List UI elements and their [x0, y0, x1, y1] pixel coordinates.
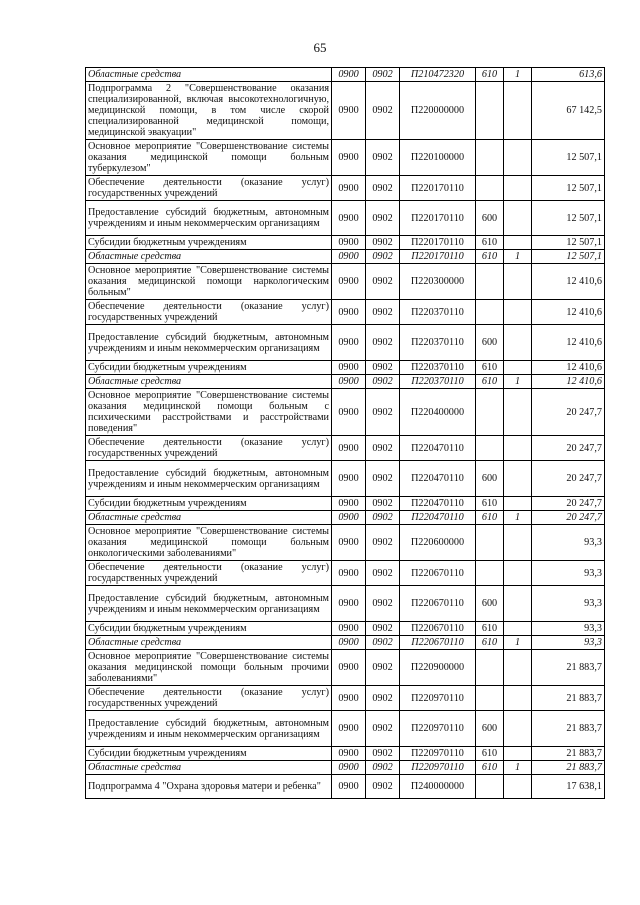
funding-source-code-cell — [504, 140, 532, 176]
row-name-cell: Предоставление субсидий бюджетным, автономным учреждениям и иным некоммерческим организациям — [86, 711, 332, 747]
table-row — [86, 686, 605, 711]
row-name-cell: Обеспечение деятельности (оказание услуг) государственных учреждений — [86, 300, 332, 325]
row-name-cell: Субсидии бюджетным учреждениям — [86, 361, 332, 375]
amount-cell: 20 247,7 — [532, 436, 605, 461]
section-code-cell: 0900 — [332, 82, 366, 140]
table-row — [86, 140, 605, 176]
table-row — [86, 761, 605, 775]
section-code-cell: 0900 — [332, 586, 366, 622]
row-name-cell: Основное мероприятие "Совершенствование системы оказания медицинской помощи наркологическим больным" — [86, 264, 332, 300]
expense-type-code-cell: 610 — [476, 68, 504, 82]
funding-source-code-cell — [504, 622, 532, 636]
funding-source-code-cell: 1 — [504, 511, 532, 525]
section-code-cell: 0900 — [332, 300, 366, 325]
expense-type-code-cell: 600 — [476, 711, 504, 747]
subsection-code-cell: 0902 — [366, 68, 400, 82]
expense-type-code-cell: 610 — [476, 761, 504, 775]
section-code-cell: 0900 — [332, 561, 366, 586]
table-row — [86, 176, 605, 201]
amount-cell: 20 247,7 — [532, 389, 605, 436]
section-code-cell: 0900 — [332, 761, 366, 775]
expense-type-code-cell: 610 — [476, 497, 504, 511]
section-code-cell: 0900 — [332, 622, 366, 636]
funding-source-code-cell — [504, 436, 532, 461]
subsection-code-cell: 0902 — [366, 264, 400, 300]
section-code-cell: 0900 — [332, 236, 366, 250]
row-name-cell: Обеспечение деятельности (оказание услуг) государственных учреждений — [86, 686, 332, 711]
amount-cell: 12 410,6 — [532, 375, 605, 389]
subsection-code-cell: 0902 — [366, 436, 400, 461]
table-row — [86, 375, 605, 389]
table-row — [86, 264, 605, 300]
subsection-code-cell: 0902 — [366, 650, 400, 686]
section-code-cell: 0900 — [332, 68, 366, 82]
section-code-cell: 0900 — [332, 747, 366, 761]
amount-cell: 12 507,1 — [532, 250, 605, 264]
row-name-cell: Основное мероприятие "Совершенствование системы оказания медицинской помощи больным прочими заболеваниями" — [86, 650, 332, 686]
target-article-code-cell: П220170110 — [400, 236, 476, 250]
expense-type-code-cell: 600 — [476, 325, 504, 361]
table-row — [86, 747, 605, 761]
subsection-code-cell: 0902 — [366, 82, 400, 140]
amount-cell: 21 883,7 — [532, 711, 605, 747]
row-name-cell: Предоставление субсидий бюджетным, автономным учреждениям и иным некоммерческим организациям — [86, 461, 332, 497]
subsection-code-cell: 0902 — [366, 236, 400, 250]
section-code-cell: 0900 — [332, 250, 366, 264]
amount-cell: 20 247,7 — [532, 497, 605, 511]
expense-type-code-cell: 600 — [476, 586, 504, 622]
budget-table — [85, 67, 605, 799]
table-row — [86, 622, 605, 636]
target-article-code-cell: П220470110 — [400, 461, 476, 497]
amount-cell: 12 410,6 — [532, 361, 605, 375]
row-name-cell: Подпрограмма 2 "Совершенствование оказания специализированной, включая высокотехнологичную, медицинской помощи, в том числе скорой специализированной медицинской помощи, медицинской эвакуации" — [86, 82, 332, 140]
subsection-code-cell: 0902 — [366, 375, 400, 389]
funding-source-code-cell — [504, 747, 532, 761]
expense-type-code-cell — [476, 561, 504, 586]
section-code-cell: 0900 — [332, 140, 366, 176]
target-article-code-cell: П220970110 — [400, 711, 476, 747]
expense-type-code-cell — [476, 686, 504, 711]
row-name-cell: Обеспечение деятельности (оказание услуг) государственных учреждений — [86, 436, 332, 461]
amount-cell: 17 638,1 — [532, 775, 605, 799]
amount-cell: 12 410,6 — [532, 325, 605, 361]
subsection-code-cell: 0902 — [366, 586, 400, 622]
funding-source-code-cell — [504, 775, 532, 799]
row-name-cell: Субсидии бюджетным учреждениям — [86, 497, 332, 511]
row-name-cell: Обеспечение деятельности (оказание услуг) государственных учреждений — [86, 561, 332, 586]
expense-type-code-cell — [476, 140, 504, 176]
row-name-cell: Областные средства — [86, 250, 332, 264]
target-article-code-cell: П220170110 — [400, 176, 476, 201]
section-code-cell: 0900 — [332, 264, 366, 300]
expense-type-code-cell: 610 — [476, 250, 504, 264]
target-article-code-cell: П220670110 — [400, 622, 476, 636]
target-article-code-cell: П220370110 — [400, 300, 476, 325]
funding-source-code-cell: 1 — [504, 636, 532, 650]
expense-type-code-cell: 610 — [476, 636, 504, 650]
table-row — [86, 389, 605, 436]
funding-source-code-cell — [504, 82, 532, 140]
expense-type-code-cell: 600 — [476, 461, 504, 497]
amount-cell: 21 883,7 — [532, 650, 605, 686]
subsection-code-cell: 0902 — [366, 497, 400, 511]
funding-source-code-cell — [504, 711, 532, 747]
section-code-cell: 0900 — [332, 361, 366, 375]
expense-type-code-cell — [476, 300, 504, 325]
target-article-code-cell: П220000000 — [400, 82, 476, 140]
subsection-code-cell: 0902 — [366, 636, 400, 650]
target-article-code-cell: П220170110 — [400, 250, 476, 264]
target-article-code-cell: П220370110 — [400, 361, 476, 375]
table-row — [86, 201, 605, 236]
section-code-cell: 0900 — [332, 201, 366, 236]
target-article-code-cell: П220470110 — [400, 511, 476, 525]
expense-type-code-cell: 610 — [476, 622, 504, 636]
table-row — [86, 586, 605, 622]
amount-cell: 67 142,5 — [532, 82, 605, 140]
amount-cell: 93,3 — [532, 561, 605, 586]
table-row — [86, 461, 605, 497]
funding-source-code-cell: 1 — [504, 250, 532, 264]
target-article-code-cell: П220900000 — [400, 650, 476, 686]
expense-type-code-cell: 610 — [476, 511, 504, 525]
amount-cell: 21 883,7 — [532, 761, 605, 775]
amount-cell: 12 507,1 — [532, 140, 605, 176]
subsection-code-cell: 0902 — [366, 686, 400, 711]
funding-source-code-cell — [504, 389, 532, 436]
amount-cell: 12 410,6 — [532, 264, 605, 300]
section-code-cell: 0900 — [332, 176, 366, 201]
expense-type-code-cell: 610 — [476, 361, 504, 375]
target-article-code-cell: П220100000 — [400, 140, 476, 176]
expense-type-code-cell: 610 — [476, 747, 504, 761]
expense-type-code-cell — [476, 436, 504, 461]
section-code-cell: 0900 — [332, 511, 366, 525]
funding-source-code-cell — [504, 201, 532, 236]
expense-type-code-cell — [476, 82, 504, 140]
section-code-cell: 0900 — [332, 775, 366, 799]
row-name-cell: Областные средства — [86, 636, 332, 650]
target-article-code-cell: П220970110 — [400, 747, 476, 761]
row-name-cell: Обеспечение деятельности (оказание услуг) государственных учреждений — [86, 176, 332, 201]
funding-source-code-cell — [504, 497, 532, 511]
table-row — [86, 525, 605, 561]
target-article-code-cell: П220970110 — [400, 686, 476, 711]
amount-cell: 93,3 — [532, 622, 605, 636]
row-name-cell: Областные средства — [86, 511, 332, 525]
subsection-code-cell: 0902 — [366, 201, 400, 236]
row-name-cell: Субсидии бюджетным учреждениям — [86, 747, 332, 761]
amount-cell: 93,3 — [532, 586, 605, 622]
table-row — [86, 325, 605, 361]
table-row — [86, 561, 605, 586]
subsection-code-cell: 0902 — [366, 761, 400, 775]
funding-source-code-cell — [504, 461, 532, 497]
expense-type-code-cell — [476, 264, 504, 300]
subsection-code-cell: 0902 — [366, 511, 400, 525]
amount-cell: 12 507,1 — [532, 236, 605, 250]
target-article-code-cell: П220600000 — [400, 525, 476, 561]
table-row — [86, 650, 605, 686]
funding-source-code-cell — [504, 686, 532, 711]
row-name-cell: Областные средства — [86, 375, 332, 389]
subsection-code-cell: 0902 — [366, 389, 400, 436]
expense-type-code-cell — [476, 525, 504, 561]
table-row — [86, 236, 605, 250]
table-row — [86, 436, 605, 461]
section-code-cell: 0900 — [332, 375, 366, 389]
target-article-code-cell: П220670110 — [400, 561, 476, 586]
row-name-cell: Предоставление субсидий бюджетным, автономным учреждениям и иным некоммерческим организациям — [86, 325, 332, 361]
target-article-code-cell: П220470110 — [400, 436, 476, 461]
subsection-code-cell: 0902 — [366, 325, 400, 361]
amount-cell: 12 507,1 — [532, 176, 605, 201]
table-row — [86, 82, 605, 140]
funding-source-code-cell — [504, 236, 532, 250]
section-code-cell: 0900 — [332, 436, 366, 461]
expense-type-code-cell: 610 — [476, 375, 504, 389]
funding-source-code-cell: 1 — [504, 68, 532, 82]
page-number: 65 — [313, 40, 327, 55]
expense-type-code-cell — [476, 176, 504, 201]
amount-cell: 93,3 — [532, 636, 605, 650]
table-row — [86, 711, 605, 747]
amount-cell: 93,3 — [532, 525, 605, 561]
expense-type-code-cell — [476, 389, 504, 436]
subsection-code-cell: 0902 — [366, 140, 400, 176]
subsection-code-cell: 0902 — [366, 250, 400, 264]
section-code-cell: 0900 — [332, 686, 366, 711]
table-row — [86, 361, 605, 375]
table-row — [86, 250, 605, 264]
target-article-code-cell: П220970110 — [400, 761, 476, 775]
amount-cell: 20 247,7 — [532, 511, 605, 525]
section-code-cell: 0900 — [332, 497, 366, 511]
target-article-code-cell: П220300000 — [400, 264, 476, 300]
row-name-cell: Предоставление субсидий бюджетным, автономным учреждениям и иным некоммерческим организациям — [86, 586, 332, 622]
funding-source-code-cell — [504, 525, 532, 561]
subsection-code-cell: 0902 — [366, 561, 400, 586]
table-row — [86, 775, 605, 799]
subsection-code-cell: 0902 — [366, 525, 400, 561]
row-name-cell: Субсидии бюджетным учреждениям — [86, 236, 332, 250]
table-row — [86, 636, 605, 650]
row-name-cell: Основное мероприятие "Совершенствование системы оказания медицинской помощи больным с психическими расстройствами и расстройствами поведения" — [86, 389, 332, 436]
expense-type-code-cell: 600 — [476, 201, 504, 236]
table-row — [86, 68, 605, 82]
row-name-cell: Областные средства — [86, 761, 332, 775]
funding-source-code-cell — [504, 176, 532, 201]
target-article-code-cell: П240000000 — [400, 775, 476, 799]
target-article-code-cell: П220670110 — [400, 636, 476, 650]
funding-source-code-cell: 1 — [504, 761, 532, 775]
row-name-cell: Субсидии бюджетным учреждениям — [86, 622, 332, 636]
subsection-code-cell: 0902 — [366, 176, 400, 201]
amount-cell: 12 507,1 — [532, 201, 605, 236]
subsection-code-cell: 0902 — [366, 747, 400, 761]
row-name-cell: Предоставление субсидий бюджетным, автономным учреждениям и иным некоммерческим организациям — [86, 201, 332, 236]
funding-source-code-cell — [504, 361, 532, 375]
target-article-code-cell: П220370110 — [400, 375, 476, 389]
section-code-cell: 0900 — [332, 525, 366, 561]
target-article-code-cell: П220370110 — [400, 325, 476, 361]
funding-source-code-cell: 1 — [504, 375, 532, 389]
amount-cell: 12 410,6 — [532, 300, 605, 325]
row-name-cell: Областные средства — [86, 68, 332, 82]
amount-cell: 21 883,7 — [532, 686, 605, 711]
subsection-code-cell: 0902 — [366, 300, 400, 325]
subsection-code-cell: 0902 — [366, 711, 400, 747]
funding-source-code-cell — [504, 561, 532, 586]
section-code-cell: 0900 — [332, 389, 366, 436]
subsection-code-cell: 0902 — [366, 775, 400, 799]
amount-cell: 21 883,7 — [532, 747, 605, 761]
funding-source-code-cell — [504, 586, 532, 622]
section-code-cell: 0900 — [332, 711, 366, 747]
row-name-cell: Подпрограмма 4 "Охрана здоровья матери и ребенка" — [86, 775, 332, 799]
funding-source-code-cell — [504, 300, 532, 325]
subsection-code-cell: 0902 — [366, 461, 400, 497]
amount-cell: 20 247,7 — [532, 461, 605, 497]
amount-cell: 613,6 — [532, 68, 605, 82]
expense-type-code-cell — [476, 775, 504, 799]
section-code-cell: 0900 — [332, 461, 366, 497]
target-article-code-cell: П220400000 — [400, 389, 476, 436]
expense-type-code-cell — [476, 650, 504, 686]
section-code-cell: 0900 — [332, 650, 366, 686]
target-article-code-cell: П220670110 — [400, 586, 476, 622]
target-article-code-cell: П220470110 — [400, 497, 476, 511]
target-article-code-cell: П210472320 — [400, 68, 476, 82]
row-name-cell: Основное мероприятие "Совершенствование системы оказания медицинской помощи больным туберкулезом" — [86, 140, 332, 176]
funding-source-code-cell — [504, 264, 532, 300]
section-code-cell: 0900 — [332, 325, 366, 361]
funding-source-code-cell — [504, 650, 532, 686]
target-article-code-cell: П220170110 — [400, 201, 476, 236]
subsection-code-cell: 0902 — [366, 622, 400, 636]
table-row — [86, 300, 605, 325]
row-name-cell: Основное мероприятие "Совершенствование системы оказания медицинской помощи больным онкологическими заболеваниями" — [86, 525, 332, 561]
section-code-cell: 0900 — [332, 636, 366, 650]
subsection-code-cell: 0902 — [366, 361, 400, 375]
funding-source-code-cell — [504, 325, 532, 361]
expense-type-code-cell: 610 — [476, 236, 504, 250]
table-row — [86, 497, 605, 511]
table-row — [86, 511, 605, 525]
